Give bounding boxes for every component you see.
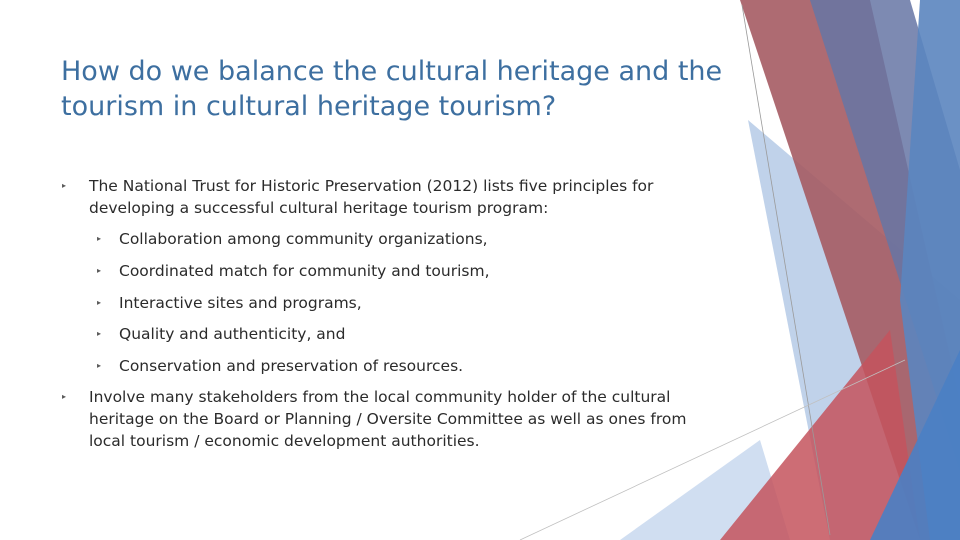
sub-bullet-collaboration: Collaboration among community organizations, bbox=[119, 230, 488, 248]
bullet-marker: ▸ bbox=[62, 181, 67, 190]
bullet-stakeholders: Involve many stakeholders from the local community holder of the cultural heritage on the Board or Planning / Oversite Committee as well as ones from local tourism / economic development authorities. bbox=[89, 388, 687, 450]
bullet-marker: ▸ bbox=[62, 392, 67, 401]
sub-bullet-coordinated-match: Coordinated match for community and tourism, bbox=[119, 262, 490, 280]
slide-title: How do we balance the cultural heritage and the tourism in cultural heritage tourism? bbox=[61, 56, 723, 122]
sub-bullet-marker: ▸ bbox=[97, 329, 102, 338]
sub-bullet-marker: ▸ bbox=[97, 361, 102, 370]
sub-bullet-interactive-sites: Interactive sites and programs, bbox=[119, 294, 362, 312]
sub-bullet-conservation: Conservation and preservation of resources. bbox=[119, 357, 464, 375]
bullet-principles-intro: The National Trust for Historic Preservation (2012) lists five principles for developing a successful cultural heritage tourism program: bbox=[89, 177, 654, 217]
sub-bullet-marker: ▸ bbox=[97, 266, 102, 275]
sub-bullet-quality: Quality and authenticity, and bbox=[119, 325, 346, 343]
sub-bullet-marker: ▸ bbox=[97, 298, 102, 307]
sub-bullet-marker: ▸ bbox=[97, 234, 102, 243]
